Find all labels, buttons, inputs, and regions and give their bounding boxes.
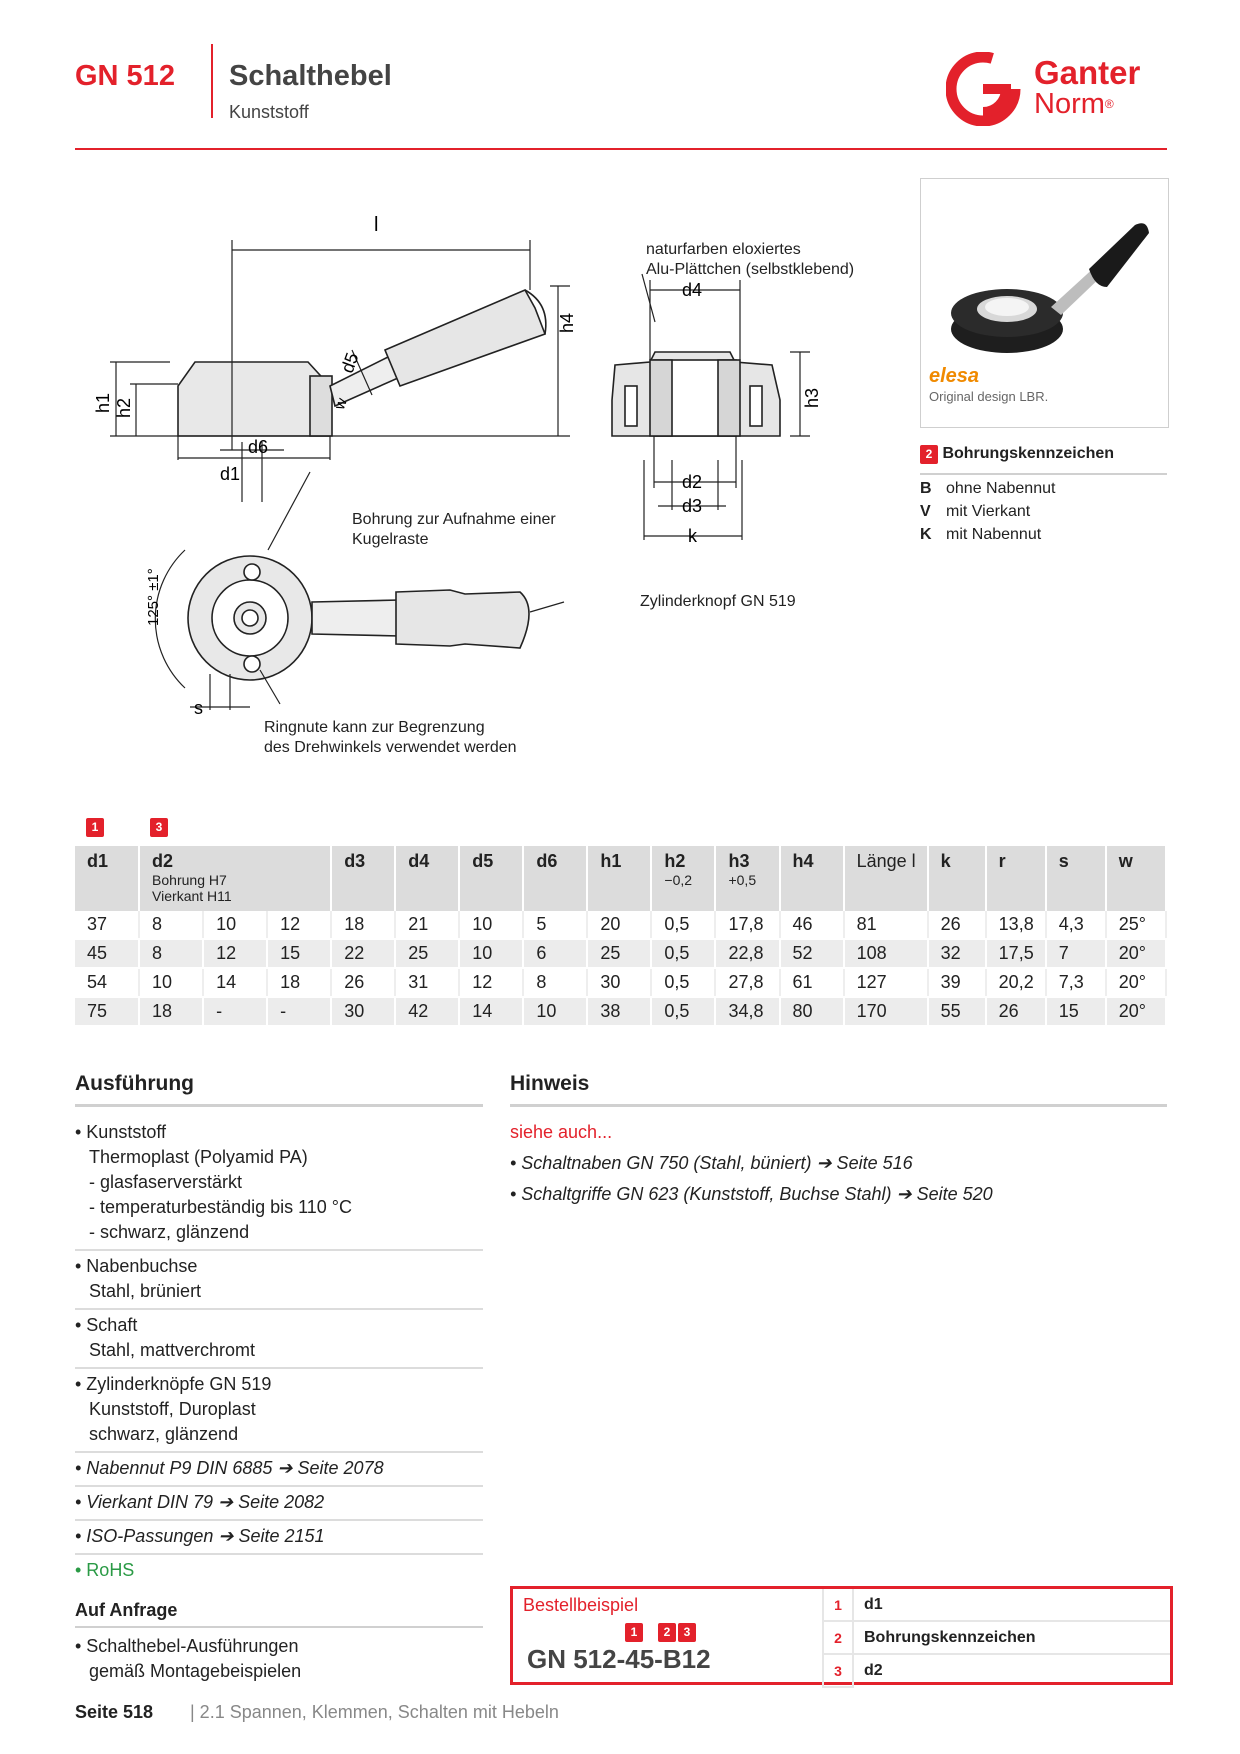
table-cell: 26 [986, 997, 1046, 1026]
table-cell: 14 [459, 997, 523, 1026]
table-cell: 61 [780, 968, 844, 997]
table-cell: 25° [1106, 911, 1166, 939]
table-cell: 30 [331, 997, 395, 1026]
section-hinweis-rule [510, 1104, 1167, 1107]
table-cell: 7 [1046, 939, 1106, 968]
table-cell: 31 [395, 968, 459, 997]
table-cell: 7,3 [1046, 968, 1106, 997]
table-cell: 8 [139, 939, 203, 968]
col-r: r [986, 846, 1046, 911]
note-alu: naturfarben eloxiertes Alu-Plättchen (selbstklebend) [646, 241, 855, 278]
table-cell: 17,8 [715, 911, 779, 939]
bohrung-item-v: V mit Vierkant [920, 503, 1031, 520]
table-cell: 4,3 [1046, 911, 1106, 939]
table-cell: 17,5 [986, 939, 1046, 968]
table-cell: 12 [203, 939, 267, 968]
dim-w: w [331, 395, 351, 412]
table-cell: 45 [75, 939, 139, 968]
table-cell: 22 [331, 939, 395, 968]
col-h3: h3 +0,5 [715, 846, 779, 911]
table-cell: 10 [459, 911, 523, 939]
dim-l: l [374, 214, 379, 236]
dim-d6: d6 [248, 437, 269, 457]
header-rule [75, 148, 1167, 150]
col-d1: d1 [75, 846, 139, 911]
col-s: s [1046, 846, 1106, 911]
link-schaltgriffe[interactable]: • Schaltgriffe GN 623 (Kunststoff, Buchse Stahl) ➔ Seite 520 [510, 1184, 993, 1204]
dim-d3: d3 [682, 496, 703, 516]
dim-k: k [688, 526, 697, 546]
col-h4: h4 [780, 846, 844, 911]
logo-text-ganter: Ganter [1034, 54, 1141, 91]
table-cell: 25 [395, 939, 459, 968]
ausfuehrung-list [75, 1117, 483, 1587]
section-ausfuehrung-rule [75, 1104, 483, 1107]
table-cell: 13,8 [986, 911, 1046, 939]
table-cell: 18 [139, 997, 203, 1026]
table-cell: 37 [75, 911, 139, 939]
product-code: GN 512 [75, 60, 175, 92]
dim-h3: h3 [802, 387, 822, 408]
bohrung-header [920, 445, 1114, 464]
table-row [75, 997, 1166, 1026]
table-cell: 10 [523, 997, 587, 1026]
bohrung-item-b: B ohne Nabennut [920, 480, 1056, 497]
section-ausfuehrung-title: Ausführung [75, 1072, 194, 1095]
dim-d2: d2 [682, 472, 703, 492]
link-nabennut[interactable]: • Nabennut P9 DIN 6885 ➔ Seite 2078 [75, 1453, 483, 1487]
list-item: • Kunststoff Thermoplast (Polyamid PA) - glasfaserverstärkt - temperaturbeständig bis 110 °C - schwarz, glänzend [75, 1117, 483, 1251]
table-cell: 20 [587, 911, 651, 939]
ganter-logo-icon [946, 52, 1024, 126]
order-badges: 1 2 3 [625, 1623, 696, 1642]
table-cell: 15 [267, 939, 331, 968]
page-number: Seite 518 [75, 1702, 154, 1722]
dimension-table [75, 846, 1167, 1027]
table-cell: 12 [459, 968, 523, 997]
table-cell: 18 [331, 911, 395, 939]
dim-s: s [194, 698, 203, 718]
table-cell: 14 [203, 968, 267, 997]
dim-h2: h2 [114, 397, 134, 418]
table-cell: - [267, 997, 331, 1026]
dim-d4: d4 [682, 280, 703, 300]
table-cell: 27,8 [715, 968, 779, 997]
col-d6: d6 [523, 846, 587, 911]
photo-caption: Original design LBR. [929, 389, 1049, 404]
table-cell: 52 [780, 939, 844, 968]
table-cell: 108 [844, 939, 928, 968]
product-photo [920, 178, 1169, 428]
table-cell: 20° [1106, 939, 1166, 968]
list-item: • Schaft Stahl, mattverchromt [75, 1310, 483, 1369]
table-cell: 20° [1106, 997, 1166, 1026]
table-cell: 34,8 [715, 997, 779, 1026]
col-d4: d4 [395, 846, 459, 911]
bohrung-rule [920, 473, 1167, 475]
table-row [75, 911, 1166, 939]
table-cell: 26 [928, 911, 986, 939]
section-hinweis-title: Hinweis [510, 1072, 590, 1095]
elesa-logo: elesa [929, 365, 980, 387]
order-code: GN 512-45-B12 [527, 1644, 711, 1674]
rohs-label: • RoHS [75, 1560, 135, 1580]
table-cell: 75 [75, 997, 139, 1026]
table-cell: 39 [928, 968, 986, 997]
section-anfrage-rule [75, 1626, 483, 1628]
table-cell: 15 [1046, 997, 1106, 1026]
dim-h1: h1 [93, 392, 113, 413]
table-cell: 32 [928, 939, 986, 968]
table-cell: 18 [267, 968, 331, 997]
table-row [75, 968, 1166, 997]
table-cell: 22,8 [715, 939, 779, 968]
note-ringnute: Ringnute kann zur Begrenzung des Drehwinkels verwendet werden [264, 719, 517, 756]
dim-h4: h4 [557, 312, 577, 333]
table-cell: 6 [523, 939, 587, 968]
table-cell: 54 [75, 968, 139, 997]
bohrung-item-k: K mit Nabennut [920, 526, 1042, 543]
list-item: • Zylinderknöpfe GN 519 Kunststoff, Duroplast schwarz, glänzend [75, 1369, 483, 1453]
table-cell: 0,5 [651, 939, 715, 968]
order-legend-row: 3 d2 [823, 1654, 1170, 1687]
table-cell: 42 [395, 997, 459, 1026]
page-title: Schalthebel [229, 60, 392, 92]
col-d5: d5 [459, 846, 523, 911]
dim-d5: d5 [336, 349, 363, 376]
link-vierkant[interactable]: • Vierkant DIN 79 ➔ Seite 2082 [75, 1487, 483, 1521]
table-cell: 10 [139, 968, 203, 997]
table-cell: 0,5 [651, 997, 715, 1026]
link-iso-passungen[interactable]: • ISO-Passungen ➔ Seite 2151 [75, 1521, 483, 1555]
col-h1: h1 [587, 846, 651, 911]
logo-text-norm: Norm® [1034, 88, 1114, 120]
table-cell: 170 [844, 997, 928, 1026]
technical-drawing [90, 210, 890, 770]
badge-2: 2 [920, 445, 938, 464]
siehe-auch: siehe auch... [510, 1122, 613, 1142]
hinweis-list [510, 1117, 1167, 1210]
col-w: w [1106, 846, 1166, 911]
note-zylinderknopf: Zylinderknopf GN 519 [640, 593, 796, 610]
table-cell: 0,5 [651, 911, 715, 939]
col-d3: d3 [331, 846, 395, 911]
table-cell: 5 [523, 911, 587, 939]
table-cell: 30 [587, 968, 651, 997]
badge-3: 3 [150, 818, 168, 837]
table-cell: 21 [395, 911, 459, 939]
table-cell: 80 [780, 997, 844, 1026]
table-cell: 127 [844, 968, 928, 997]
table-cell: 0,5 [651, 968, 715, 997]
bohrung-title: Bohrungskennzeichen [942, 445, 1115, 462]
dim-angle: 125° ±1° [145, 568, 162, 626]
table-cell: - [203, 997, 267, 1026]
table-cell: 25 [587, 939, 651, 968]
table-cell: 38 [587, 997, 651, 1026]
order-title: Bestellbeispiel [523, 1595, 639, 1615]
order-example [510, 1586, 1173, 1685]
col-d2: d2 Bohrung H7 Vierkant H11 [139, 846, 331, 911]
col-laenge: Länge l [844, 846, 928, 911]
table-cell: 12 [267, 911, 331, 939]
col-h2: h2 −0,2 [651, 846, 715, 911]
table-cell: 46 [780, 911, 844, 939]
header-divider [211, 44, 213, 118]
table-row [75, 939, 1166, 968]
table-cell: 10 [203, 911, 267, 939]
table-cell: 26 [331, 968, 395, 997]
badge-1: 1 [86, 818, 104, 837]
table-cell: 8 [139, 911, 203, 939]
col-k: k [928, 846, 986, 911]
link-schaltnaben[interactable]: • Schaltnaben GN 750 (Stahl, büniert) ➔ Seite 516 [510, 1153, 913, 1173]
table-cell: 81 [844, 911, 928, 939]
anfrage-text: • Schalthebel-Ausführungen gemäß Montagebeispielen [75, 1636, 302, 1681]
table-cell: 10 [459, 939, 523, 968]
table-cell: 55 [928, 997, 986, 1026]
order-legend [822, 1589, 1170, 1688]
table-cell: 8 [523, 968, 587, 997]
dim-d1: d1 [220, 464, 241, 484]
section-breadcrumb: | 2.1 Spannen, Klemmen, Schalten mit Hebeln [190, 1702, 559, 1722]
order-legend-row: 2 Bohrungskennzeichen [823, 1621, 1170, 1654]
page-subtitle: Kunststoff [229, 102, 309, 122]
table-cell: 20° [1106, 968, 1166, 997]
table-cell: 20,2 [986, 968, 1046, 997]
note-bohrung: Bohrung zur Aufnahme einer Kugelraste [352, 511, 556, 548]
section-anfrage-title: Auf Anfrage [75, 1600, 178, 1620]
order-legend-row: 1 d1 [823, 1589, 1170, 1621]
list-item: • Nabenbuchse Stahl, brüniert [75, 1251, 483, 1310]
